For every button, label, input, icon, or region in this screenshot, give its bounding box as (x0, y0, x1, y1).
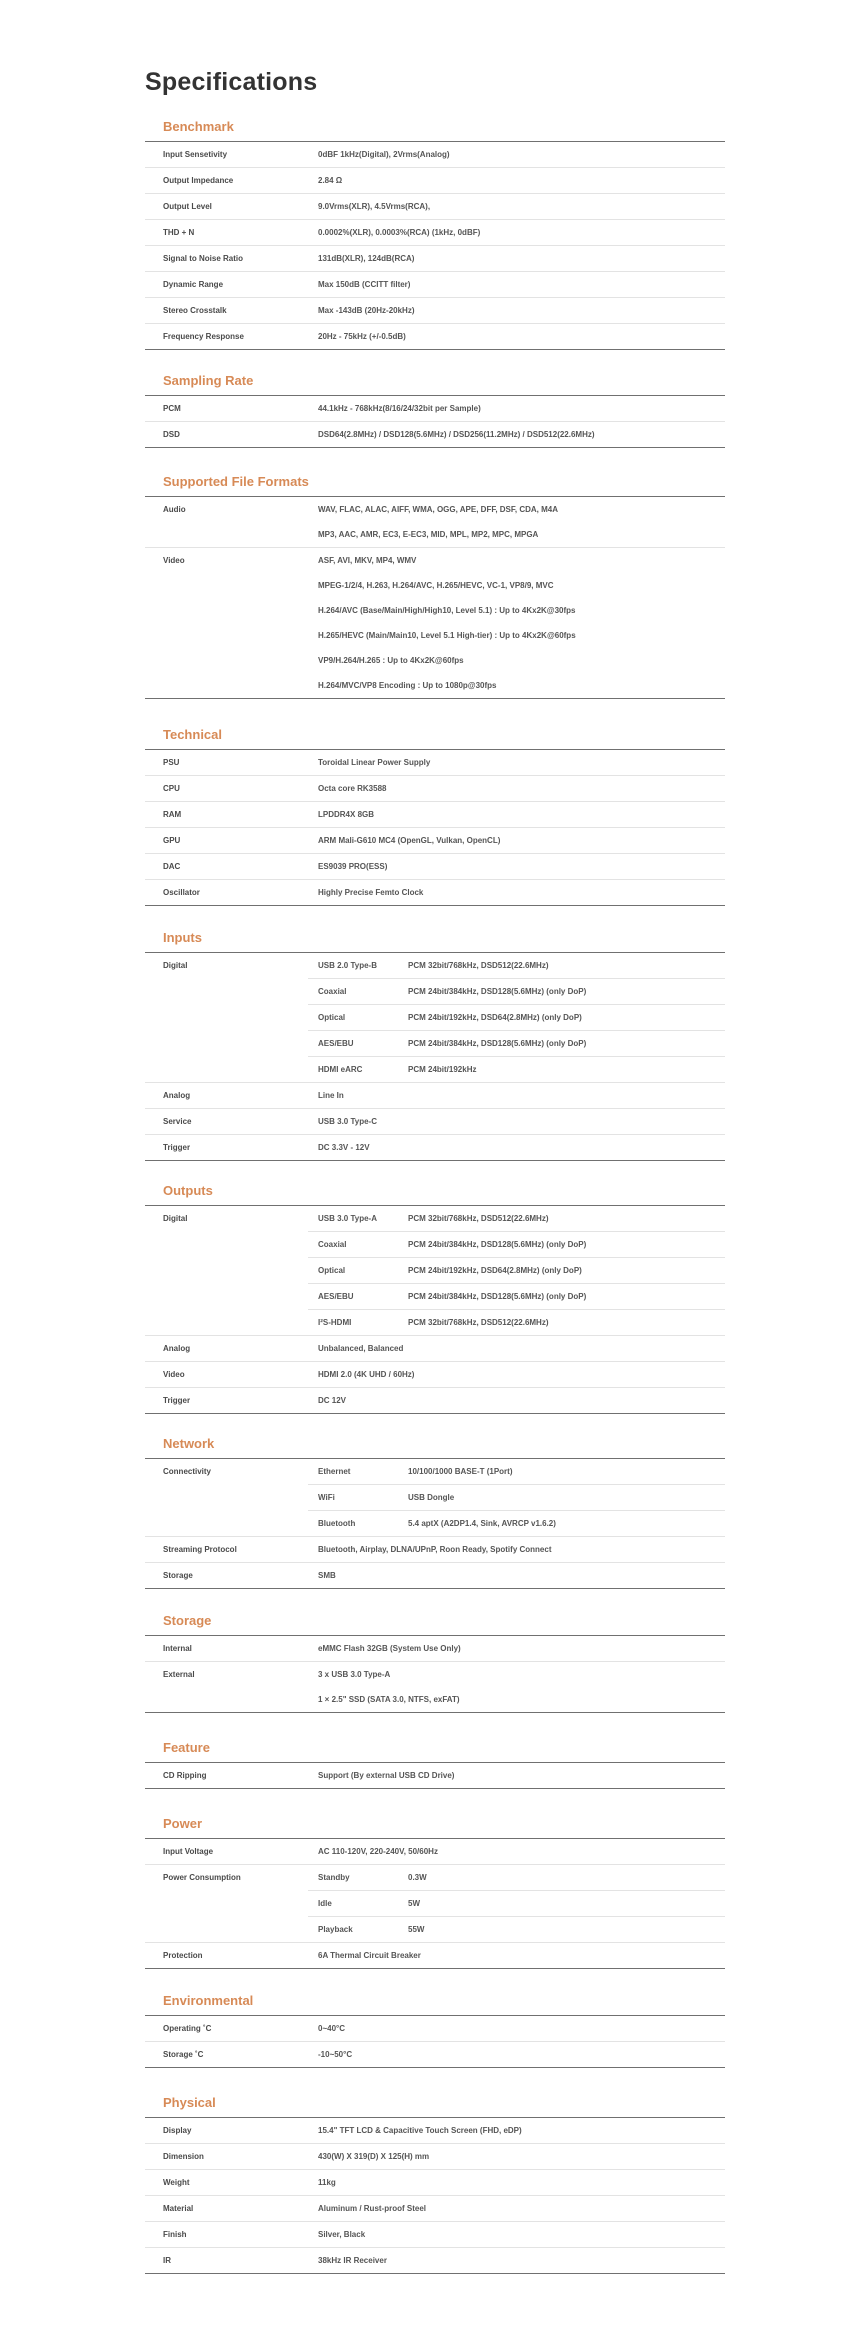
spec-group (145, 1206, 725, 1336)
spec-value: 11kg (318, 2178, 336, 2187)
spec-subrow (308, 1206, 725, 1232)
spec-subrow (308, 1511, 725, 1536)
section-table (145, 1635, 725, 1713)
spec-group (145, 953, 725, 1083)
spec-label: DAC (163, 862, 181, 871)
spec-value: MPEG-1/2/4, H.263, H.264/AVC, H.265/HEVC, VC-1, VP8/9, MVC (318, 581, 554, 590)
spec-sublabel: AES/EBU (318, 1292, 354, 1301)
spec-label: Video (163, 556, 185, 565)
spec-value: Aluminum / Rust-proof Steel (318, 2204, 426, 2213)
spec-subvalue: PCM 32bit/768kHz, DSD512(22.6MHz) (408, 1318, 549, 1327)
spec-label: Storage (163, 1571, 193, 1580)
spec-row (145, 1135, 725, 1160)
spec-subrow (308, 1284, 725, 1310)
spec-value: Unbalanced, Balanced (318, 1344, 404, 1353)
spec-row (145, 1109, 725, 1135)
spec-row (145, 1362, 725, 1388)
spec-group (145, 1662, 725, 1712)
spec-row (145, 2170, 725, 2196)
spec-line (145, 497, 725, 522)
spec-row (145, 1537, 725, 1563)
spec-subvalue: USB Dongle (408, 1493, 455, 1502)
spec-row (145, 1388, 725, 1413)
spec-subvalue: 10/100/1000 BASE-T (1Port) (408, 1467, 513, 1476)
spec-row (145, 324, 725, 349)
spec-label: Operating ˚C (163, 2024, 212, 2033)
spec-row (145, 168, 725, 194)
spec-row (145, 776, 725, 802)
spec-value: 131dB(XLR), 124dB(RCA) (318, 254, 415, 263)
spec-value: ARM Mali-G610 MC4 (OpenGL, Vulkan, OpenCL) (318, 836, 501, 845)
spec-row (145, 142, 725, 168)
spec-label: Input Sensetivity (163, 150, 228, 159)
spec-label: Power Consumption (163, 1873, 241, 1882)
spec-section (145, 726, 725, 906)
spec-section (145, 1612, 725, 1713)
spec-subrow (308, 1005, 725, 1031)
spec-row (145, 2144, 725, 2170)
spec-label: Dynamic Range (163, 280, 224, 289)
spec-line (145, 1662, 725, 1687)
spec-subvalue: PCM 24bit/384kHz, DSD128(5.6MHz) (only DoP) (408, 1292, 587, 1301)
spec-value: 430(W) X 319(D) X 125(H) mm (318, 2152, 430, 2161)
spec-value: WAV, FLAC, ALAC, AIFF, WMA, OGG, APE, DFF, DSF, CDA, M4A (318, 505, 558, 514)
spec-subvalue: PCM 24bit/384kHz, DSD128(5.6MHz) (only DoP) (408, 1240, 587, 1249)
spec-label: Protection (163, 1951, 203, 1960)
spec-value: H.265/HEVC (Main/Main10, Level 5.1 High-tier) : Up to 4Kx2K@60fps (318, 631, 576, 640)
spec-section (145, 372, 725, 448)
section-title: Outputs (163, 1183, 213, 1198)
spec-value: ASF, AVI, MKV, MP4, WMV (318, 556, 417, 565)
spec-label: Weight (163, 2178, 190, 2187)
spec-line (145, 598, 725, 623)
spec-value: 15.4" TFT LCD & Capacitive Touch Screen (FHD, eDP) (318, 2126, 522, 2135)
spec-value: SMB (318, 1571, 336, 1580)
spec-label: Analog (163, 1344, 191, 1353)
spec-subrow (308, 1917, 725, 1942)
spec-label: Material (163, 2204, 194, 2213)
spec-label: Frequency Response (163, 332, 244, 341)
spec-value: 0.0002%(XLR), 0.0003%(RCA) (1kHz, 0dBF) (318, 228, 481, 237)
section-table (145, 2117, 725, 2274)
section-title: Network (163, 1436, 215, 1451)
spec-label: GPU (163, 836, 181, 845)
spec-value: HDMI 2.0 (4K UHD / 60Hz) (318, 1370, 415, 1379)
spec-row (145, 802, 725, 828)
spec-label: Storage ˚C (163, 2050, 204, 2059)
spec-row (145, 2248, 725, 2273)
spec-label: CD Ripping (163, 1771, 207, 1780)
spec-section (145, 1739, 725, 1789)
spec-line (145, 573, 725, 598)
spec-label: Trigger (163, 1143, 191, 1152)
section-title: Feature (163, 1740, 210, 1755)
spec-group (145, 1459, 725, 1537)
spec-subvalue: 0.3W (408, 1873, 427, 1882)
spec-row (145, 2118, 725, 2144)
spec-label: IR (163, 2256, 171, 2265)
spec-subrow (308, 1031, 725, 1057)
spec-label: Display (163, 2126, 192, 2135)
spec-subvalue: PCM 24bit/192kHz, DSD64(2.8MHz) (only DoP) (408, 1013, 582, 1022)
spec-line (145, 1687, 725, 1712)
spec-label: Service (163, 1117, 192, 1126)
spec-label: Output Impedance (163, 176, 234, 185)
spec-subvalue: 55W (408, 1925, 425, 1934)
spec-subrow (308, 1485, 725, 1511)
spec-label: PCM (163, 404, 181, 413)
spec-row (145, 1083, 725, 1109)
section-table (145, 1205, 725, 1414)
spec-row (145, 1943, 725, 1968)
spec-row (145, 880, 725, 905)
spec-line (145, 522, 725, 547)
spec-value: Silver, Black (318, 2230, 366, 2239)
spec-row (145, 422, 725, 447)
spec-value: 0dBF 1kHz(Digital), 2Vrms(Analog) (318, 150, 450, 159)
spec-value: USB 3.0 Type-C (318, 1117, 377, 1126)
spec-label: Signal to Noise Ratio (163, 254, 244, 263)
spec-value: 38kHz IR Receiver (318, 2256, 387, 2265)
spec-value: DSD64(2.8MHz) / DSD128(5.6MHz) / DSD256(11.2MHz) / DSD512(22.6MHz) (318, 430, 595, 439)
spec-subvalue: PCM 32bit/768kHz, DSD512(22.6MHz) (408, 1214, 549, 1223)
spec-label: Input Voltage (163, 1847, 214, 1856)
spec-label: Connectivity (163, 1467, 212, 1476)
spec-value: Octa core RK3588 (318, 784, 387, 793)
spec-value: 2.84 Ω (318, 176, 343, 185)
spec-group (145, 497, 725, 548)
spec-row (145, 854, 725, 880)
spec-value: -10~50°C (318, 2050, 353, 2059)
spec-label: PSU (163, 758, 180, 767)
spec-label: Streaming Protocol (163, 1545, 237, 1554)
spec-row (145, 246, 725, 272)
spec-subrow (308, 1258, 725, 1284)
section-title: Power (163, 1816, 203, 1831)
section-title: Environmental (163, 1993, 254, 2008)
spec-sublabel: AES/EBU (318, 1039, 354, 1048)
spec-value: Bluetooth, Airplay, DLNA/UPnP, Roon Ready, Spotify Connect (318, 1545, 552, 1554)
spec-section (145, 118, 725, 350)
spec-label: Stereo Crosstalk (163, 306, 227, 315)
spec-subvalue: 5.4 aptX (A2DP1.4, Sink, AVRCP v1.6.2) (408, 1519, 556, 1528)
spec-value: Line In (318, 1091, 344, 1100)
spec-value: LPDDR4X 8GB (318, 810, 375, 819)
spec-label: THD + N (163, 228, 195, 237)
spec-sublabel: Ethernet (318, 1467, 351, 1476)
spec-label: External (163, 1670, 195, 1679)
spec-sublabel: USB 3.0 Type-A (318, 1214, 377, 1223)
spec-sublabel: Coaxial (318, 1240, 347, 1249)
section-table (145, 952, 725, 1161)
spec-subrow (308, 1891, 725, 1917)
spec-value: Toroidal Linear Power Supply (318, 758, 431, 767)
section-table (145, 395, 725, 448)
spec-subrow (308, 1310, 725, 1335)
spec-sublabel: Standby (318, 1873, 350, 1882)
spec-row (145, 1636, 725, 1662)
spec-sublabel: Optical (318, 1266, 346, 1275)
spec-value: VP9/H.264/H.265 : Up to 4Kx2K@60fps (318, 656, 464, 665)
spec-value: 44.1kHz - 768kHz(8/16/24/32bit per Sample) (318, 404, 481, 413)
spec-value: 0~40°C (318, 2024, 345, 2033)
spec-sublabel: HDMI eARC (318, 1065, 363, 1074)
spec-subvalue: PCM 24bit/384kHz, DSD128(5.6MHz) (only DoP) (408, 987, 587, 996)
spec-section (145, 1992, 725, 2068)
spec-sublabel: Playback (318, 1925, 353, 1934)
spec-sublabel: I²S-HDMI (318, 1318, 352, 1327)
spec-subrow (308, 1232, 725, 1258)
spec-subrow (308, 1057, 725, 1082)
spec-section (145, 1435, 725, 1589)
spec-label: Internal (163, 1644, 192, 1653)
spec-row (145, 828, 725, 854)
spec-value: DC 12V (318, 1396, 347, 1405)
spec-row (145, 272, 725, 298)
spec-value: Highly Precise Femto Clock (318, 888, 424, 897)
spec-value: H.264/AVC (Base/Main/High/High10, Level 5.1) : Up to 4Kx2K@30fps (318, 606, 576, 615)
spec-section (145, 2094, 725, 2274)
spec-subrow (308, 953, 725, 979)
section-title: Technical (163, 727, 223, 742)
spec-subvalue: 5W (408, 1899, 420, 1908)
spec-label: Oscillator (163, 888, 200, 897)
section-table (145, 1838, 725, 1969)
spec-value: AC 110-120V, 220-240V, 50/60Hz (318, 1847, 438, 1856)
spec-label: Analog (163, 1091, 191, 1100)
spec-label: Audio (163, 505, 186, 514)
spec-row (145, 298, 725, 324)
spec-label: Digital (163, 1214, 188, 1223)
spec-sublabel: Bluetooth (318, 1519, 356, 1528)
spec-line (145, 623, 725, 648)
spec-row (145, 396, 725, 422)
spec-value: eMMC Flash 32GB (System Use Only) (318, 1644, 461, 1653)
spec-label: Finish (163, 2230, 187, 2239)
spec-subvalue: PCM 32bit/768kHz, DSD512(22.6MHz) (408, 961, 549, 970)
section-table (145, 749, 725, 906)
page-title: Specifications (145, 68, 318, 96)
spec-row (145, 194, 725, 220)
spec-line (145, 548, 725, 573)
spec-label: Output Level (163, 202, 212, 211)
spec-group (145, 1865, 725, 1943)
spec-section (145, 929, 725, 1161)
spec-subvalue: PCM 24bit/192kHz, DSD64(2.8MHz) (only DoP) (408, 1266, 582, 1275)
spec-label: Digital (163, 961, 188, 970)
section-table (145, 496, 725, 699)
spec-sublabel: Idle (318, 1899, 332, 1908)
spec-row (145, 1763, 725, 1788)
section-title: Inputs (163, 930, 202, 945)
spec-label: DSD (163, 430, 180, 439)
spec-subrow (308, 1865, 725, 1891)
spec-label: RAM (163, 810, 182, 819)
spec-row (145, 1336, 725, 1362)
section-title: Sampling Rate (163, 373, 254, 388)
spec-value: Support (By external USB CD Drive) (318, 1771, 455, 1780)
spec-label: Trigger (163, 1396, 191, 1405)
spec-line (145, 673, 725, 698)
spec-sublabel: Coaxial (318, 987, 347, 996)
spec-value: 20Hz - 75kHz (+/-0.5dB) (318, 332, 406, 341)
spec-sublabel: WiFi (318, 1493, 335, 1502)
spec-subrow (308, 979, 725, 1005)
section-title: Benchmark (163, 119, 234, 134)
spec-row (145, 220, 725, 246)
spec-label: CPU (163, 784, 180, 793)
spec-value: 6A Thermal Circuit Breaker (318, 1951, 421, 1960)
spec-value: Max 150dB (CCITT filter) (318, 280, 411, 289)
spec-section (145, 473, 725, 699)
spec-row (145, 750, 725, 776)
spec-value: DC 3.3V - 12V (318, 1143, 370, 1152)
spec-subvalue: PCM 24bit/384kHz, DSD128(5.6MHz) (only DoP) (408, 1039, 587, 1048)
spec-subvalue: PCM 24bit/192kHz (408, 1065, 477, 1074)
section-title: Physical (163, 2095, 216, 2110)
spec-value: MP3, AAC, AMR, EC3, E-EC3, MID, MPL, MP2, MPC, MPGA (318, 530, 539, 539)
section-title: Supported File Formats (163, 474, 309, 489)
spec-value: ES9039 PRO(ESS) (318, 862, 388, 871)
spec-value: 3 x USB 3.0 Type-A (318, 1670, 391, 1679)
spec-row (145, 2222, 725, 2248)
spec-value: Max -143dB (20Hz-20kHz) (318, 306, 415, 315)
spec-section (145, 1182, 725, 1414)
spec-row (145, 2042, 725, 2067)
spec-row (145, 1839, 725, 1865)
spec-line (145, 648, 725, 673)
spec-sublabel: Optical (318, 1013, 346, 1022)
spec-row (145, 2016, 725, 2042)
spec-label: Video (163, 1370, 185, 1379)
spec-section (145, 1815, 725, 1969)
section-table (145, 2015, 725, 2068)
spec-group (145, 548, 725, 698)
spec-value: 9.0Vrms(XLR), 4.5Vrms(RCA), (318, 202, 431, 211)
section-table (145, 1458, 725, 1589)
spec-row (145, 1563, 725, 1588)
spec-sublabel: USB 2.0 Type-B (318, 961, 377, 970)
spec-label: Dimension (163, 2152, 204, 2161)
section-table (145, 1762, 725, 1789)
spec-subrow (308, 1459, 725, 1485)
spec-value: 1 × 2.5" SSD (SATA 3.0, NTFS, exFAT) (318, 1695, 460, 1704)
spec-row (145, 2196, 725, 2222)
section-title: Storage (163, 1613, 212, 1628)
section-table (145, 141, 725, 350)
spec-value: H.264/MVC/VP8 Encoding : Up to 1080p@30fps (318, 681, 497, 690)
